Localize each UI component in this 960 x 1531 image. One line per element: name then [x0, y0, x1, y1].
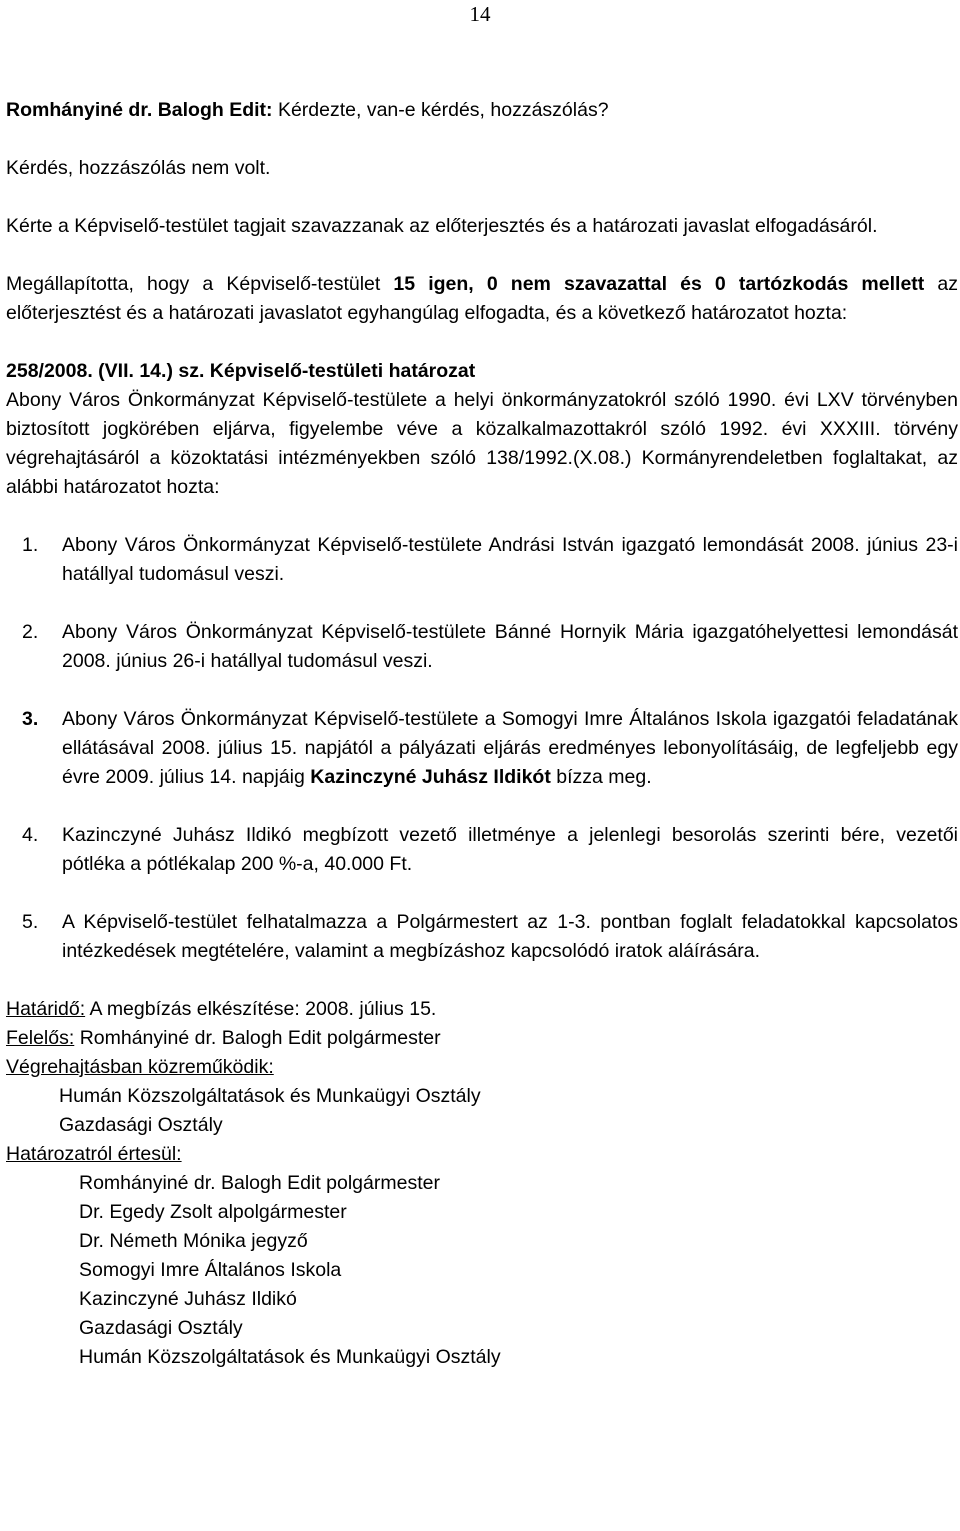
deadline-label: Határidő: — [6, 998, 86, 1020]
document-body — [6, 96, 958, 1372]
notified-item: Dr. Egedy Zsolt alpolgármester — [79, 1201, 347, 1223]
item-number: 4. — [22, 824, 39, 846]
resolution-title-text: 258/2008. (VII. 14.) sz. Képviselő-testületi határozat — [6, 360, 476, 382]
cooperation-item: Gazdasági Osztály — [59, 1114, 223, 1136]
notified-item: Romhányiné dr. Balogh Edit polgármester — [79, 1172, 440, 1194]
item-text: A Képviselő-testület felhatalmazza a Polgármestert az 1-3. pontban foglalt feladatokkal kapcsolatos intézkedések megtételére, valamint a megbízáshoz kapcsolódó iratok aláírására. — [62, 911, 958, 962]
responsible-text: Romhányiné dr. Balogh Edit polgármester — [74, 1027, 441, 1049]
item-text: Abony Város Önkormányzat Képviselő-testülete Bánné Hornyik Mária igazgatóhelyettesi lemondását 2008. június 26-i hatállyal tudomásul veszi. — [62, 621, 958, 672]
speaker-text: Kérdezte, van-e kérdés, hozzászólás? — [272, 99, 609, 121]
list-item — [6, 618, 958, 676]
deadline-line — [6, 995, 958, 1024]
notified-label — [6, 1140, 958, 1169]
notified-item: Somogyi Imre Általános Iskola — [79, 1259, 342, 1281]
cooperation-label-text: Végrehajtásban közreműködik: — [6, 1056, 274, 1078]
resolution-items — [6, 531, 958, 966]
item-text-end: bízza meg. — [550, 766, 652, 788]
responsible-label: Felelős: — [6, 1027, 75, 1049]
resolution-intro: Abony Város Önkormányzat Képviselő-testülete a helyi önkormányzatokról szóló 1990. évi LXV törvényben biztosított jogkörében eljárva, figyelembe véve a közalkalmazottakról szóló 1992. évi XXXIII. törvény végrehajtásáról a közoktatási intézményekben szóló 138/1992.(X.08.) Kormányrendeletben foglaltakat, az alábbi határozatot hozta: — [6, 389, 958, 498]
vote-text-1: Megállapította, hogy a Képviselő-testület — [6, 273, 394, 295]
vote-text-2: az előterjesztést és a határozati javaslatot egyhangúlag elfogadta, és a következő határozatot hozta: — [6, 273, 958, 324]
list-item — [6, 531, 958, 589]
cooperation-label — [6, 1053, 958, 1082]
notified-label-text: Határozatról értesül: — [6, 1143, 182, 1165]
item-text: Abony Város Önkormányzat Képviselő-testülete a Somogyi Imre Általános Iskola igazgatói feladatának ellátásával 2008. július 15. napjától a pályázati eljárás eredményes lebonyolításáig, de legfeljebb egy évre 2009. július 14. napjáig — [62, 708, 958, 788]
item-number: 5. — [22, 911, 39, 933]
list-item — [6, 705, 958, 792]
deadline-text: A megbízás elkészítése: 2008. július 15. — [85, 998, 437, 1020]
item-number: 2. — [22, 621, 39, 643]
item-text: Abony Város Önkormányzat Képviselő-testülete Andrási István igazgató lemondását 2008. június 23-i hatállyal tudomásul veszi. — [62, 534, 958, 585]
vote-result — [6, 270, 958, 328]
speaker-name: Romhányiné dr. Balogh Edit: — [6, 99, 273, 121]
notified-item: Kazinczyné Juhász Ildikó — [79, 1288, 297, 1310]
item-bold-name: Kazinczyné Juhász Ildikót — [310, 766, 551, 788]
resolution-title — [6, 357, 958, 386]
vote-request: Kérte a Képviselő-testület tagjait szavazzanak az előterjesztés és a határozati javaslat elfogadásáról. — [6, 215, 878, 237]
notified-item: Humán Közszolgáltatások és Munkaügyi Osztály — [79, 1346, 501, 1368]
page-number: 14 — [469, 2, 491, 26]
notified-item: Gazdasági Osztály — [79, 1317, 243, 1339]
vote-count: 15 igen, 0 nem szavazattal és 0 tartózkodás mellett — [393, 273, 925, 295]
cooperation-item: Humán Közszolgáltatások és Munkaügyi Osztály — [59, 1085, 481, 1107]
list-item — [6, 821, 958, 879]
list-item — [6, 908, 958, 966]
item-text: Kazinczyné Juhász Ildikó megbízott vezető illetménye a jelenlegi besorolás szerinti bére, vezetői pótléka a pótlékalap 200 %-a, 40.000 Ft. — [62, 824, 958, 875]
speaker-line — [6, 96, 958, 125]
no-questions: Kérdés, hozzászólás nem volt. — [6, 157, 271, 179]
notified-item: Dr. Németh Mónika jegyző — [79, 1230, 308, 1252]
item-number: 3. — [22, 708, 39, 730]
item-number: 1. — [22, 534, 39, 556]
responsible-line — [6, 1024, 958, 1053]
